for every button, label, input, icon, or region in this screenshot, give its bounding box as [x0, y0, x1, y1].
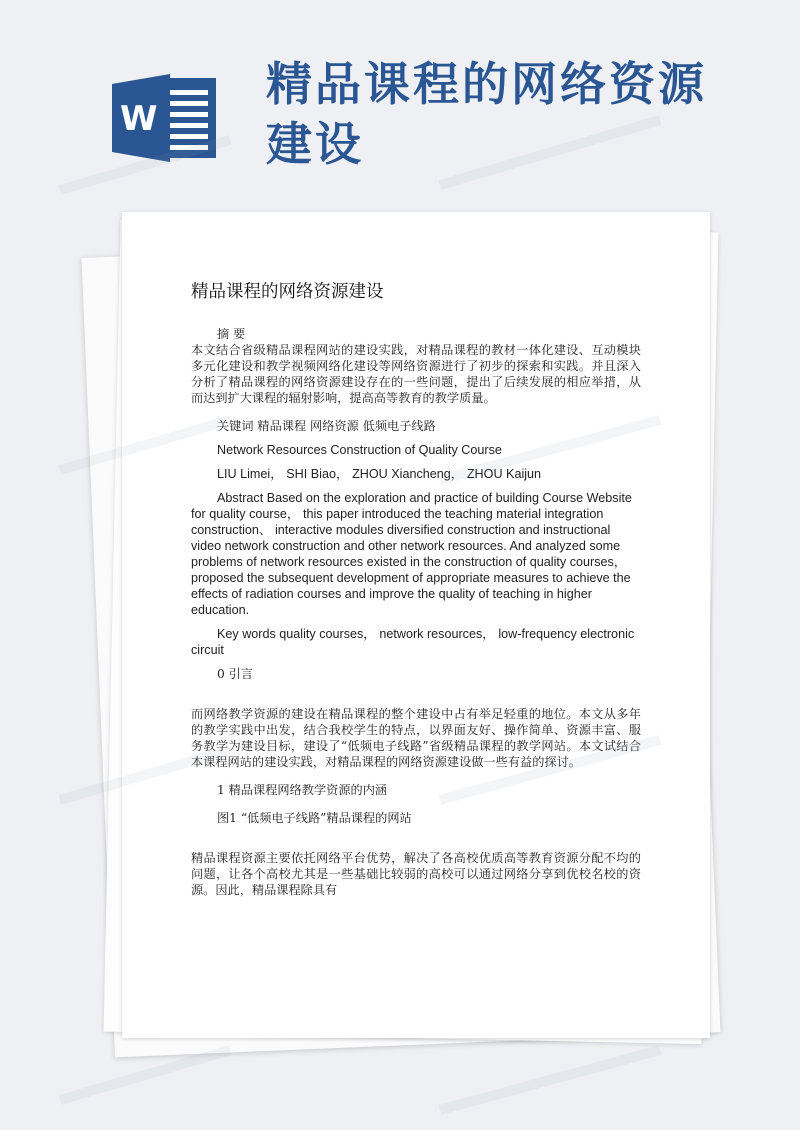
english-title: Network Resources Construction of Quality Course	[217, 443, 502, 457]
keywords-cn: 关键词 精品课程 网络资源 低频电子线路	[217, 419, 436, 433]
section-1-heading: 1 精品课程网络教学资源的内涵	[217, 783, 388, 797]
abstract-cn: 本文结合省级精品课程网站的建设实践，对精品课程的教材一体化建设、互动模块多元化建设和教学视频网络化建设等网络资源进行了初步的探索和实践。并且深入分析了精品课程的网络资源建设存在的一些问题，提出了后续发展的相应举措，从而达到扩大课程的辐射影响，提高高等教育的教学质量。	[191, 343, 641, 405]
svg-text:W: W	[120, 99, 158, 139]
english-abstract: Abstract Based on the exploration and practice of building Course Website for quality course， this paper introduced the teaching material integration construction、 interactive modules diversified construction and instructional video network construction and other network resources. And analyzed some problems of network resources existed in the construction of quality courses， proposed the subsequent development of appropriate measures to achieve the effects of radiation courses and improve the quality of teaching in higher education.	[191, 491, 632, 617]
abstract-heading: 摘 要	[217, 327, 246, 341]
english-authors: LIU Limei， SHI Biao， ZHOU Xiancheng， ZHOU Kaijun	[217, 467, 542, 481]
section-0-heading: 0 引言	[217, 667, 254, 681]
figure-1-caption: 图1 “低频电子线路”精品课程的网站	[217, 811, 412, 825]
banner-title: 精品课程的网络资源建设	[266, 57, 707, 171]
body-paragraph-2: 精品课程资源主要依托网络平台优势，解决了各高校优质高等教育资源分配不均的问题，让各个高校尤其是一些基础比较弱的高校可以通过网络分享到优校名校的资源。因此，精品课程除具有	[191, 851, 641, 897]
english-keywords: Key words quality courses， network resources， low-frequency electronic circuit	[191, 627, 635, 657]
document-title: 精品课程的网络资源建设	[191, 282, 384, 302]
intro-paragraph: 而网络教学资源的建设在精品课程的整个建设中占有举足轻重的地位。本文从多年的教学实践中出发，结合我校学生的特点，以界面友好、操作简单、资源丰富、服务教学为建设目标，建设了“低频电子线路”省级精品课程的教学网站。本文试结合本课程网站的建设实践，对精品课程的网络资源建设做一些有益的探讨。	[191, 707, 641, 769]
